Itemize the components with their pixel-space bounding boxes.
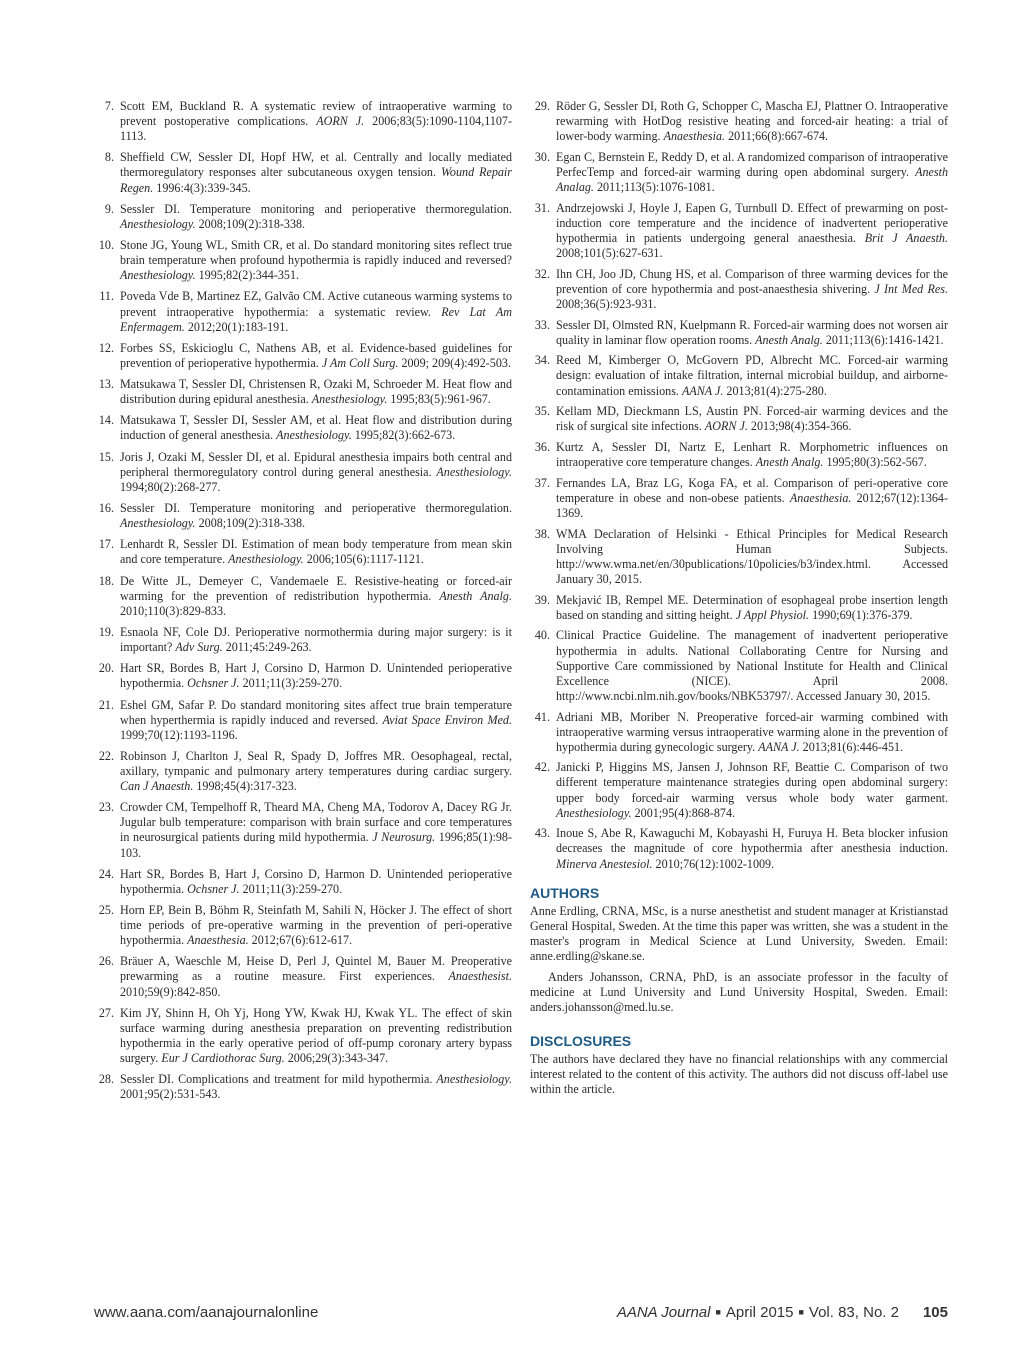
reference-journal: Anesth Analg.	[755, 455, 824, 470]
reference-citation-details: 1998;45(4):317-323.	[193, 779, 297, 794]
reference-number: 21.	[98, 697, 114, 712]
reference-citation-details: 2010;110(3):829-833.	[120, 603, 227, 618]
reference-authors-title: Sheffield CW, Sessler DI, Hopf HW, et al. Centrally and locally mediated thermoregulatory responses alter subcutaneous oxygen tension.	[120, 150, 512, 180]
reference-authors-title: Crowder CM, Tempelhoff R, Theard MA, Cheng MA, Todorov A, Dacey RG Jr. Jugular bulb temperature: comparison with brain surface and core temperatures in neurosurgical patients during mild hypothermia.	[120, 800, 512, 845]
reference-authors-title: Clinical Practice Guideline. The management of inadvertent perioperative hypothermia in adults. National Collaborating Centre for Nursing and Supportive Care commissioned by National Institute for Health and Clinical Excellence (NICE). April 2008. http://www.ncbi.nlm.nih.gov/books/NBK53797/. Accessed January 30, 2015.	[556, 628, 948, 703]
reference-journal: J Int Med Res.	[874, 281, 948, 296]
reference-citation-details: 2008;36(5):923-931.	[556, 296, 657, 311]
reference-number: 28.	[98, 1072, 114, 1087]
reference-authors-title: Egan C, Bernstein E, Reddy D, et al. A randomized comparison of intraoperative PerfecTemp and forced-air warming during open abdominal surgery.	[556, 149, 948, 179]
reference-journal: Anaesthesia.	[187, 933, 249, 948]
reference-number: 20.	[98, 661, 114, 676]
reference-authors-title: Hart SR, Bordes B, Hart J, Corsino D, Harmon D. Unintended perioperative hypothermia.	[120, 866, 512, 896]
reference-authors-title: Reed M, Kimberger O, McGovern PD, Albrecht MC. Forced-air warming design: evaluation of intake filtration, internal microbial buildup, and airborne-contamination emissions.	[556, 353, 948, 398]
reference-authors-title: Kim JY, Shinn H, Oh Yj, Hong YW, Kwak HJ, Kwak YL. The effect of skin surface warming during anesthesia preparation on preventing redistribution hypothermia in the early operative period of off-pump coronary artery bypass surgery.	[120, 1005, 512, 1066]
reference-text	[556, 267, 948, 312]
reference-number: 10.	[98, 238, 114, 253]
reference-number: 22.	[98, 748, 114, 763]
reference-citation-details: 1996;85(1):98-103.	[120, 830, 512, 860]
reference-text	[120, 377, 512, 407]
reference-item	[94, 661, 512, 691]
disclosures-section	[530, 1033, 948, 1097]
reference-item	[94, 450, 512, 495]
reference-number: 31.	[534, 200, 550, 215]
reference-journal: Anesthesiology.	[120, 268, 196, 283]
reference-text	[120, 661, 512, 691]
reference-item	[530, 440, 948, 470]
reference-item	[530, 593, 948, 623]
reference-item	[94, 537, 512, 567]
reference-journal: Ochsner J.	[187, 881, 240, 896]
reference-item	[530, 318, 948, 348]
reference-text	[120, 954, 512, 999]
reference-text	[120, 698, 512, 743]
reference-item	[94, 377, 512, 407]
reference-authors-title: De Witte JL, Demeyer C, Vandemaele E. Resistive-heating or forced-air warming for the prevention of redistribution hypothermia.	[120, 573, 512, 603]
reference-item	[530, 710, 948, 755]
reference-item	[94, 625, 512, 655]
reference-journal: Aviat Space Environ Med.	[382, 712, 512, 727]
reference-number: 27.	[98, 1005, 114, 1020]
reference-number: 7.	[104, 99, 114, 113]
reference-authors-title: Fernandes LA, Braz LG, Koga FA, et al. Comparison of peri-operative core temperature in obese and non-obese patients.	[556, 475, 948, 505]
reference-number: 30.	[534, 149, 550, 164]
reference-journal: Anesthesiology.	[120, 516, 196, 531]
reference-text	[556, 527, 948, 587]
reference-item	[94, 903, 512, 948]
reference-number: 16.	[98, 501, 114, 515]
right-column	[530, 99, 948, 1098]
reference-item	[94, 954, 512, 999]
reference-authors-title: Sessler DI. Complications and treatment for mild hypothermia.	[120, 1072, 437, 1087]
reference-journal: Anesthesiology.	[120, 216, 196, 231]
reference-journal: AANA J.	[758, 739, 800, 754]
reference-text	[120, 341, 512, 371]
reference-item	[94, 289, 512, 334]
reference-citation-details: 2008;109(2):318-338.	[195, 216, 306, 231]
reference-citation-details: 2011;45:249-263.	[222, 640, 312, 655]
footer-url-link[interactable]: www.aana.com/aanajournalonline	[94, 1304, 319, 1321]
reference-citation-details: 2010;59(9):842-850.	[120, 984, 221, 999]
reference-journal: Ochsner J.	[187, 676, 240, 691]
reference-authors-title: Ihn CH, Joo JD, Chung HS, et al. Comparison of three warming devices for the prevention of core hypothermia and post-anaesthesia shivering.	[556, 266, 948, 296]
reference-authors-title: Bräuer A, Waeschle M, Heise D, Perl J, Quintel M, Bauer M. Preoperative prewarming as a routine measure. First experiences.	[120, 954, 512, 984]
reference-authors-title: Lenhardt R, Sessler DI. Estimation of mean body temperature from mean skin and core temperature.	[120, 537, 512, 567]
reference-journal: Anesthesiology.	[311, 392, 388, 407]
reference-journal: Anesthesiology.	[556, 805, 632, 820]
reference-number: 17.	[98, 537, 114, 552]
authors-section	[530, 885, 948, 1016]
reference-text	[556, 150, 948, 195]
reference-number: 43.	[534, 826, 550, 841]
footer-journal-name: AANA Journal	[616, 1304, 711, 1321]
reference-authors-title: Joris J, Ozaki M, Sessler DI, et al. Epidural anesthesia impairs both central and peripheral thermoregulatory control during general anesthesia.	[120, 449, 512, 479]
reference-number: 26.	[98, 954, 114, 969]
footer-issue-date: April 2015	[725, 1304, 794, 1321]
reference-item	[94, 150, 512, 195]
reference-text	[120, 289, 512, 334]
reference-journal: J Am Coll Surg.	[321, 355, 399, 370]
reference-item	[94, 99, 512, 144]
reference-authors-title: Adriani MB, Moriber N. Preoperative forced-air warming combined with intraoperative warming versus intraoperative warming alone in the prevention of hypothermia during gynecologic surgery.	[556, 709, 948, 754]
reference-item	[530, 826, 948, 871]
reference-journal: Anesth Analg.	[439, 588, 512, 603]
reference-item	[94, 800, 512, 860]
reference-citation-details: 1995;82(3):662-673.	[351, 428, 456, 443]
reference-text	[556, 353, 948, 398]
reference-item	[94, 1006, 512, 1066]
reference-citation-details: 2008;109(2):318-338.	[195, 516, 306, 531]
reference-item	[94, 238, 512, 283]
reference-journal: AORN J.	[316, 114, 365, 129]
reference-number: 11.	[99, 289, 114, 304]
reference-citation-details: 2011;11(3):259-270.	[239, 676, 343, 691]
reference-text	[556, 593, 948, 623]
reference-text	[120, 903, 512, 948]
reference-item	[94, 1072, 512, 1102]
reference-number: 23.	[98, 800, 114, 815]
reference-authors-title: WMA Declaration of Helsinki - Ethical Principles for Medical Research Involving Human Subjects. http://www.wma.net/en/30publications/10policies/b3/index.html. Accessed January 30, 2015.	[556, 526, 948, 586]
reference-text	[120, 1072, 512, 1102]
reference-journal: Brit J Anaesth.	[864, 230, 949, 245]
reference-journal: Anesthesiology.	[276, 428, 352, 443]
reference-citation-details: 2011;113(5):1076-1081.	[593, 180, 715, 195]
reference-item	[530, 267, 948, 312]
disclosures-text: The authors have declared they have no financial relationships with any commercial interest related to the content of this activity. The authors did not discuss off-label use within the article.	[530, 1052, 948, 1097]
reference-text	[556, 476, 948, 521]
reference-text	[120, 238, 512, 283]
disclosures-heading: DISCLOSURES	[530, 1033, 632, 1050]
reference-authors-title: Sessler DI, Olmsted RN, Kuelpmann R. Forced-air warming does not worsen air quality in laminar flow operation rooms.	[556, 317, 948, 347]
reference-item	[530, 476, 948, 521]
reference-item	[530, 527, 948, 587]
reference-text	[120, 574, 512, 619]
reference-number: 25.	[98, 903, 114, 917]
footer-page-number: 105	[922, 1304, 948, 1321]
reference-authors-title: Stone JG, Young WL, Smith CR, et al. Do standard monitoring sites reflect true brain temperature when profound hypothermia is rapidly induced and reversed?	[120, 238, 512, 268]
reference-journal: Anaesthesia.	[789, 490, 852, 505]
reference-number: 18.	[98, 573, 114, 588]
reference-authors-title: Kurtz A, Sessler DI, Nartz E, Lenhart R. Morphometric influences on intraoperative core temperature changes.	[556, 440, 948, 470]
reference-number: 34.	[534, 353, 550, 368]
reference-number: 39.	[534, 592, 550, 607]
reference-authors-title: Matsukawa T, Sessler DI, Sessler AM, et al. Heat flow and distribution during induction of general anesthesia.	[120, 413, 512, 443]
author-bio-2: Anders Johansson, CRNA, PhD, is an associate professor in the faculty of medicine at Lund University and Lund University Hospital, Sweden. Email: anders.johansson@med.lu.se.	[530, 970, 948, 1015]
reference-number: 19.	[98, 624, 114, 639]
reference-item	[94, 867, 512, 897]
reference-citation-details: 2012;67(12):1364-1369.	[556, 490, 948, 520]
reference-citation-details: 1999;70(12):1193-1196.	[120, 727, 238, 742]
reference-text	[120, 625, 512, 655]
reference-number: 38.	[534, 526, 550, 541]
reference-authors-title: Janicki P, Higgins MS, Jansen J, Johnson RF, Beattie C. Comparison of two different temperature maintenance strategies during open abdominal surgery: upper body forced-air warming versus whole body water garment.	[556, 760, 948, 805]
reference-number: 13.	[98, 377, 114, 392]
reference-item	[94, 749, 512, 794]
reference-citation-details: 2013;81(4):275-280.	[723, 383, 827, 398]
footer-citation	[617, 1304, 948, 1321]
reference-authors-title: Kellam MD, Dieckmann LS, Austin PN. Forced-air warming devices and the risk of surgical site infections.	[556, 404, 948, 434]
reference-citation-details: 1995;83(5):961-967.	[387, 392, 491, 407]
reference-citation-details: 2013;98(4):354-366.	[747, 419, 852, 434]
reference-journal: AORN J.	[704, 419, 748, 434]
reference-number: 36.	[534, 440, 550, 455]
reference-number: 37.	[534, 475, 550, 490]
reference-citation-details: 1990;69(1):376-379.	[809, 607, 913, 622]
reference-authors-title: Scott EM, Buckland R. A systematic review of intraoperative warming to prevent postoperative complications.	[120, 99, 512, 129]
authors-heading: AUTHORS	[530, 884, 600, 901]
reference-citation-details: 2013;81(6):446-451.	[799, 739, 904, 754]
reference-citation-details: 1995;80(3):562-567.	[823, 455, 927, 470]
reference-authors-title: Mekjavić IB, Rempel ME. Determination of esophageal probe insertion length based on standing and sitting height.	[556, 592, 948, 622]
reference-journal: Anesthesiology.	[436, 1072, 512, 1087]
reference-text	[556, 760, 948, 820]
footer-separator-1: ■	[715, 1307, 721, 1317]
reference-journal: Anesthesiology.	[228, 552, 304, 567]
reference-journal: Anaesthesia.	[663, 129, 726, 144]
reference-text	[120, 867, 512, 897]
reference-text	[120, 202, 512, 232]
reference-item	[530, 99, 948, 144]
reference-item	[530, 404, 948, 434]
reference-text	[120, 749, 512, 794]
reference-text	[556, 99, 948, 144]
reference-number: 40.	[534, 628, 550, 643]
reference-number: 35.	[534, 404, 550, 419]
reference-number: 15.	[98, 449, 114, 464]
reference-item	[530, 150, 948, 195]
reference-authors-title: Sessler DI. Temperature monitoring and perioperative thermoregulation.	[120, 501, 512, 515]
reference-journal: Anesth Analg.	[755, 332, 823, 347]
reference-citation-details: 2011;66(8):667-674.	[725, 129, 829, 144]
reference-citation-details: 2010;76(12):1002-1009.	[652, 856, 775, 871]
left-column	[94, 99, 512, 1109]
reference-number: 33.	[534, 317, 550, 332]
reference-citation-details: 2011;11(3):259-270.	[239, 881, 343, 896]
reference-text	[556, 710, 948, 755]
reference-text	[120, 501, 512, 531]
reference-text	[120, 537, 512, 567]
reference-item	[94, 202, 512, 232]
reference-item	[94, 341, 512, 371]
reference-list-left	[94, 99, 512, 1102]
reference-authors-title: Hart SR, Bordes B, Hart J, Corsino D, Harmon D. Unintended perioperative hypothermia.	[120, 661, 512, 691]
reference-authors-title: Inoue S, Abe R, Kawaguchi M, Kobayashi H, Furuya H. Beta blocker infusion decreases the magnitude of core hypothermia after anesthesia induction.	[556, 826, 948, 856]
reference-authors-title: Horn EP, Bein B, Böhm R, Steinfath M, Sahili N, Höcker J. The effect of short time periods of pre-operative warming in the prevention of peri-operative hypothermia.	[120, 903, 512, 948]
reference-item	[530, 353, 948, 398]
reference-journal: Anaesthesist.	[448, 969, 512, 984]
reference-text	[120, 99, 512, 144]
reference-citation-details: 2012;20(1):183-191.	[184, 319, 289, 334]
reference-text	[556, 201, 948, 261]
reference-text	[120, 413, 512, 443]
reference-text	[120, 150, 512, 195]
reference-authors-title: Sessler DI. Temperature monitoring and perioperative thermoregulation.	[120, 201, 512, 216]
reference-number: 32.	[534, 266, 550, 281]
reference-text	[556, 404, 948, 434]
reference-journal: J Appl Physiol.	[735, 607, 810, 622]
reference-journal: AANA J.	[681, 383, 724, 398]
reference-journal: Anesthesiology.	[436, 464, 512, 479]
reference-citation-details: 1995;82(2):344-351.	[195, 268, 300, 283]
reference-citation-details: 2001;95(2):531-543.	[120, 1087, 221, 1102]
reference-text	[120, 1006, 512, 1066]
reference-authors-title: Esnaola NF, Cole DJ. Perioperative normothermia during major surgery: is it important?	[120, 624, 512, 655]
reference-item	[94, 413, 512, 443]
reference-citation-details: 2001;95(4):868-874.	[631, 805, 736, 820]
reference-text	[556, 826, 948, 871]
reference-item	[530, 201, 948, 261]
reference-authors-title: Eshel GM, Safar P. Do standard monitoring sites affect true brain temperature when hyperthermia is rapidly induced and reversed.	[120, 697, 512, 727]
reference-item	[530, 628, 948, 703]
reference-journal: Anesth Analag.	[556, 164, 948, 195]
reference-text	[120, 800, 512, 860]
reference-item	[94, 501, 512, 531]
reference-citation-details: 2008;101(5):627-631.	[556, 246, 663, 261]
reference-journal: Adv Surg.	[175, 640, 223, 655]
reference-journal: Wound Repair Regen.	[120, 165, 512, 195]
reference-journal: J Neurosurg.	[372, 830, 436, 845]
footer-separator-2: ■	[798, 1307, 804, 1317]
reference-number: 14.	[98, 413, 114, 428]
reference-number: 42.	[534, 760, 550, 775]
reference-text	[556, 440, 948, 470]
reference-citation-details: 2006;29(3):343-347.	[284, 1051, 389, 1066]
reference-authors-title: Robinson J, Charlton J, Seal R, Spady D, Joffres MR. Oesophageal, rectal, axillary, tympanic and pulmonary artery temperatures during cardiac surgery.	[120, 748, 512, 778]
reference-number: 8.	[104, 150, 114, 165]
reference-authors-title: Röder G, Sessler DI, Roth G, Schopper C, Mascha EJ, Plattner O. Intraoperative rewarming with HotDog resistive heating and forced-air heating: a trial of lower-body warming.	[556, 99, 948, 144]
author-bio-1: Anne Erdling, CRNA, MSc, is a nurse anesthetist and student manager at Kristianstad General Hospital, Sweden. At the time this paper was written, she was a student in the master's program in Medical Science at Lund University, Sweden. Email: anne.erdling@skane.se.	[530, 903, 948, 963]
reference-citation-details: 2012;67(6):612-617.	[248, 933, 353, 948]
reference-item	[530, 760, 948, 820]
reference-citation-details: 2009; 209(4):492-503.	[398, 355, 511, 370]
reference-number: 9.	[104, 201, 114, 216]
reference-authors-title: Poveda Vde B, Martinez EZ, Galvão CM. Active cutaneous warming systems to prevent intraoperative hypothermia: a systematic review.	[120, 289, 512, 319]
reference-citation-details: 2011;113(6):1416-1421.	[822, 332, 944, 347]
reference-text	[120, 450, 512, 495]
reference-authors-title: Forbes SS, Eskicioglu C, Nathens AB, et al. Evidence-based guidelines for prevention of perioperative hypothermia.	[120, 340, 512, 370]
reference-authors-title: Andrzejowski J, Hoyle J, Eapen G, Turnbull D. Effect of prewarming on post-induction core temperature and the incidence of inadvertent perioperative hypothermia in patients undergoing general anaesthesia.	[556, 200, 948, 245]
reference-authors-title: Matsukawa T, Sessler DI, Christensen R, Ozaki M, Schroeder M. Heat flow and distribution during epidural anesthesia.	[120, 377, 512, 407]
reference-item	[94, 698, 512, 743]
reference-number: 29.	[534, 99, 550, 113]
reference-number: 24.	[98, 866, 114, 881]
reference-journal: Eur J Cardiothorac Surg.	[161, 1051, 285, 1066]
reference-citation-details: 2006;83(5):1090-1104,1107-1113.	[120, 114, 512, 144]
reference-citation-details: 1994;80(2):268-277.	[120, 479, 221, 494]
footer-volume: Vol. 83, No. 2	[808, 1304, 899, 1321]
reference-text	[556, 318, 948, 348]
reference-number: 12.	[98, 340, 114, 355]
reference-list-right	[530, 99, 948, 872]
reference-journal: Can J Anaesth.	[120, 779, 194, 794]
reference-number: 41.	[534, 709, 550, 724]
reference-journal: Minerva Anestesiol.	[556, 856, 653, 871]
reference-journal: Rev Lat Am Enfermagem.	[120, 304, 512, 334]
reference-citation-details: 2006;105(6):1117-1121.	[303, 552, 424, 567]
reference-citation-details: 1996:4(3):339-345.	[153, 180, 251, 195]
reference-text	[556, 628, 948, 703]
reference-item	[94, 574, 512, 619]
